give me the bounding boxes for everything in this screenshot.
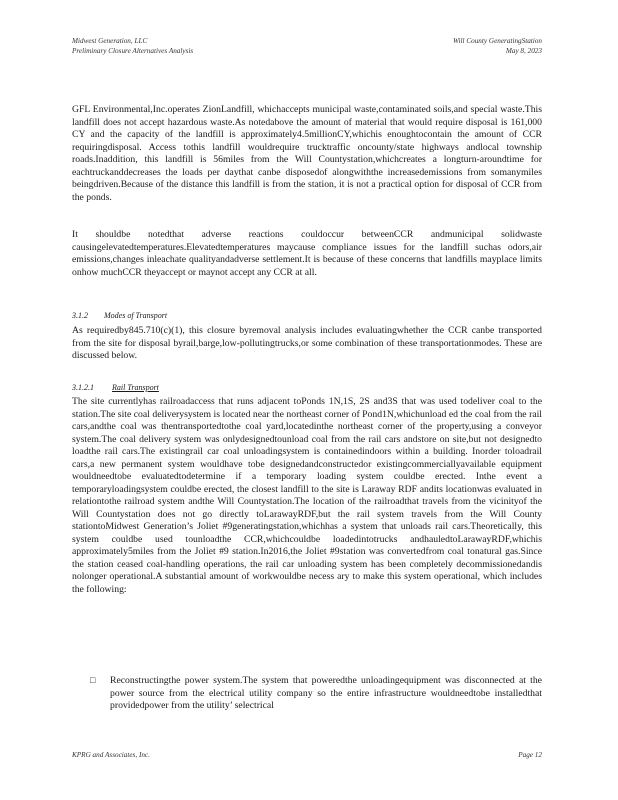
paragraph-rail-transport: The site currentlyhas railroadaccess that runs adjacent toPonds 1N,1S, 2S and3S that was used todeliver coal to the station.The site coal deliverysystem is located near the northeast corner of Pond1N,whichunload ed the coal from the rail cars,andthe coal was thentransportedtothe coal yard,locatedinthe northeast corner of the property,using a conveyor system.The coal delivery system was onlydesignedtounload coal from the rail cars andstore on site,but not designedto loadthe rail cars.The existingrail car coal unloadingsystem is containedindoors within a building. Inorder toloadrail cars,a new permanent system wouldhave tobe designedandconstructedor existingcommerciallyavailable equipment wouldneedtobe evaluatedtodetermine if a temporary loading system couldbe erected. Inthe event a temporaryloadingsystem couldbe erected, the closest landfill to the site is Laraway RDF andits locationwas evaluated in relationtothe railroad system andthe Will Countystation.The location of the railroadthat travels from the vicinityof the Will Countystation does not go directly toLarawayRDF,but the rail system travels from the Will County stationtoMidwest Generation’s Joliet #9generatingstation,whichhas a system that unloads rail cars.Theoretically, this system couldbe used tounloadthe CCR,whichcouldbe loadedintotrucks andhauledtoLarawayRDF,whichis approximately5miles from the Joliet #9 station.In2016,the Joliet #9station was convertedfrom coal tonatural gas.Since the station ceased coal-handling operations, the rail car unloading system has been completely decommissionedandis nolonger operational.A substantial amount of workwouldbe necess ary to make this system operational, which includes the following: xyxy=(72,396,542,595)
header-company: Midwest Generation, LLC xyxy=(72,37,148,45)
section-heading-modes-of-transport xyxy=(72,311,167,320)
header-left xyxy=(72,36,193,56)
paragraph-ccr-reactions: It shouldbe notedthat adverse reactions couldoccur betweenCCR andmunicipal solidwaste causingelevatedtemperatures.Elevatedtemperatures maycause compliance issues for the landfill suchas odors,air emissions,changes inleachate qualityandadverse settlement.It is because of these concerns that landfills mayplace limits onhow muchCCR theyaccept or maynot accept any CCR at all. xyxy=(72,229,542,278)
list-item xyxy=(90,675,542,713)
paragraph-landfill: GFL Environmental,Inc.operates ZionLandfill, whichaccepts municipal waste,contaminated soils,and special waste.This landfill does not accept hazardous waste.As notedabove the amount of material that would require disposal is 161,000 CY and the capacity of the landfill is approximately4.5millionCY,whichis enoughtocontain the amount of CCR requiringdisposal. Access tothis landfill wouldrequire trucktraffic oncounty/state highways andlocal township roads.Inaddition, this landfill is 56miles from the Will Countystation,whichcreates a longturn-aroundtime for eachtruckanddecreases the loads per daythat canbe disposedof alongwiththe increasedemissions from somanymiles beingdriven.Because of the distance this landfill is from the station, it is not a practical option for disposal of CCR from the ponds. xyxy=(72,104,542,203)
section-heading-rail-transport xyxy=(72,383,159,392)
header-right xyxy=(453,36,542,56)
header-report-title: Preliminary Closure Alternatives Analysis xyxy=(72,47,194,55)
checkbox-bullet-icon: □ xyxy=(90,675,96,685)
header-date: May 8, 2023 xyxy=(505,47,542,55)
paragraph-transport-modes: As requiredby845.710(c)(1), this closure byremoval analysis includes evaluatingwhether the CCR canbe transported from the site for disposal byrail,barge,low-pollutingtrucks,or some combination of these transportationmodes. These are discussed below. xyxy=(72,325,542,361)
page-footer xyxy=(72,750,542,760)
section-number: 3.1.2 xyxy=(72,311,88,320)
section-number: 3.1.2.1 xyxy=(72,383,94,392)
header-station: Will County GeneratingStation xyxy=(452,37,542,45)
section-title: Rail Transport xyxy=(112,383,159,392)
page-number: Page 12 xyxy=(518,751,542,759)
page-header xyxy=(72,36,542,56)
section-title: Modes of Transport xyxy=(104,311,168,320)
list-item-text: Reconstructingthe power system.The system that poweredthe unloadingequipment was disconnected at the power source from the electrical utility company so the entire infrastructure wouldneedtobe installedthat providedpower from the utility’ selectrical xyxy=(110,675,542,711)
footer-company: KPRG and Associates, Inc. xyxy=(72,751,150,759)
